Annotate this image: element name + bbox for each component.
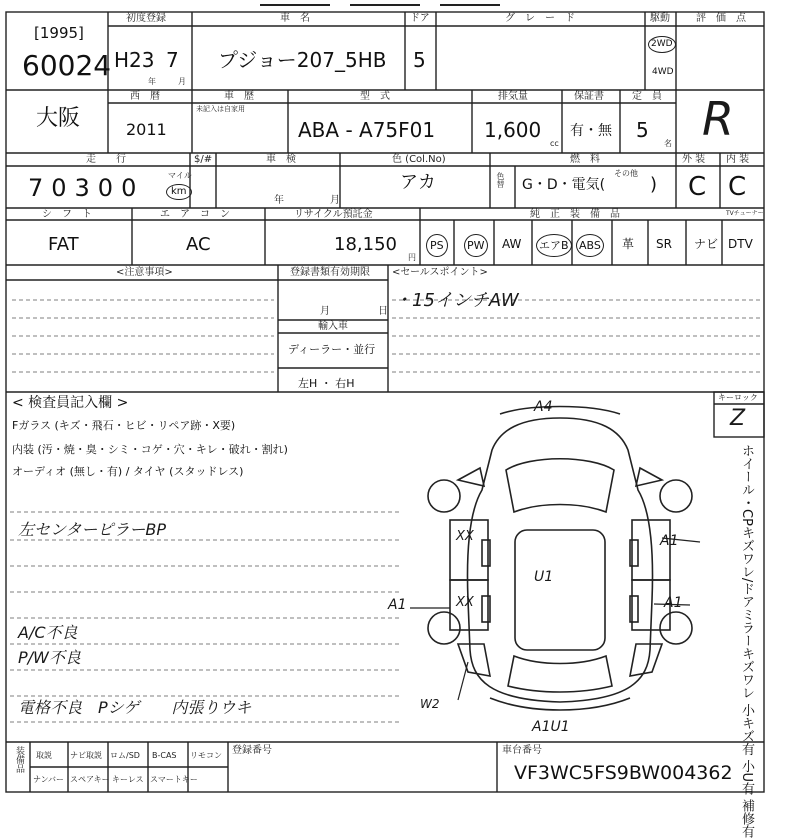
footer-number: ナンバー [33, 775, 65, 784]
inspector-note-1: 左センターピラーBP [18, 520, 166, 539]
shift-value: FAT [48, 234, 79, 255]
inspector-note-2: A/C不良 [18, 623, 78, 642]
history-sub: 未記入は自家用 [196, 105, 245, 113]
year-unit: 年 [148, 77, 156, 86]
sales-value: ・15インチAW [394, 290, 519, 311]
capacity-unit: 名 [664, 139, 672, 148]
fuel-label: 燃 料 [570, 154, 600, 165]
recycle-label: リサイクル預託金 [294, 209, 373, 220]
color-value: アカ [400, 172, 436, 193]
doc-day: 日 [378, 306, 388, 317]
equip-dtv: DTV [728, 237, 753, 251]
history-label: 車 歴 [224, 91, 254, 102]
mileage-unit-km: km [166, 184, 192, 200]
exterior-label: 外 装 [682, 154, 706, 165]
footer-rom: ロム/SD [110, 751, 140, 760]
equip-navi: ナビ [694, 237, 719, 251]
inspector-title: < 検査員記入欄 > [12, 395, 129, 411]
region: 大阪 [36, 106, 81, 131]
ac-label: エ ア コ ン [160, 209, 230, 220]
smeter-label: $/# [194, 154, 213, 165]
exterior-value: C [688, 172, 707, 202]
western-year-label: 西 暦 [130, 91, 160, 102]
inspector-note-4: 電格不良 Pシゲ 内張りウキ [18, 698, 252, 717]
side-note: ホイール・CPキズワレ/ドアミラーキズワレ 小キズ有 小U有 補修有 [739, 444, 754, 838]
doc-month: 月 [320, 306, 330, 317]
inspection-year: 年 [274, 195, 284, 206]
first-reg-era: H23 [114, 48, 155, 72]
footer-remote: リモコン [190, 751, 222, 760]
footer-smart-key: スマートキー [150, 775, 198, 784]
footer-vin-label: 車台番号 [502, 745, 542, 756]
footer-navi-manual: ナビ取説 [70, 751, 102, 760]
ac-value: AC [186, 234, 211, 255]
type-label: 型 式 [360, 91, 390, 102]
inspection-label: 車 検 [266, 154, 296, 165]
mileage-value: 70300 [28, 174, 145, 202]
mark-right-front: A1 [660, 533, 679, 549]
equip-airbag: エアB [536, 234, 572, 257]
mark-mid: U1 [534, 569, 554, 585]
color-label: 色 (Col.No) [392, 154, 446, 165]
score-label: 評 価 点 [696, 13, 746, 24]
keylock-label: キーロック [718, 393, 758, 402]
drive-4wd: 4WD [652, 67, 674, 77]
month-unit: 月 [178, 77, 186, 86]
warranty-value: 有・無 [570, 123, 612, 139]
vin-value: VF3WC5FS9BW004362 [514, 762, 733, 784]
mark-rear-left: W2 [420, 697, 440, 711]
car-diagram [410, 400, 710, 720]
grade-label: グ レ ー ド [505, 13, 575, 24]
footer-manual: 取説 [36, 751, 52, 760]
import-value: ディーラー・並行 [288, 343, 376, 356]
drive-2wd: 2WD [648, 36, 676, 53]
doors-label: ドア [410, 13, 430, 24]
interior-value: C [728, 172, 747, 202]
model-value: プジョー207_5HB [218, 48, 387, 72]
fuel-close: ) [650, 174, 658, 195]
first-reg-label: 初度登録 [126, 13, 166, 24]
equip-abs: ABS [576, 234, 604, 257]
mileage-unit-mile: マイル [168, 171, 192, 180]
inspection-month: 月 [330, 195, 340, 206]
year-bracket: [1995] [34, 24, 84, 42]
equip-pw: PW [464, 234, 488, 257]
mark-front: A4 [534, 399, 553, 415]
inspector-note-3: P/W不良 [18, 648, 81, 667]
displacement-label: 排気量 [498, 91, 528, 102]
import-label: 輸入車 [318, 321, 348, 332]
fuel-other: その他 [614, 169, 638, 178]
equip-aw: AW [502, 237, 522, 251]
warranty-label: 保証書 [574, 91, 604, 102]
mileage-label: 走 行 [86, 154, 126, 165]
drive-label: 駆動 [650, 13, 670, 24]
doors-value: 5 [413, 48, 426, 72]
audio-line: オーディオ (無し・有) / タイヤ (スタッドレス) [12, 465, 244, 478]
mark-xx-2: XX [456, 595, 474, 610]
model-label: 車 名 [280, 13, 310, 24]
caution-label: <注意事項> [116, 267, 173, 278]
tv-label: TVチューナー [726, 210, 764, 217]
displacement-value: 1,600 [484, 118, 542, 142]
doc-label: 登録書類有効期限 [290, 267, 370, 278]
recycle-unit: 円 [408, 253, 416, 262]
sales-label: <セールスポイント> [392, 267, 488, 278]
capacity-label: 定 員 [632, 91, 662, 102]
handle-value: 左H ・ 右H [298, 377, 355, 390]
footer-keyless: キーレス [112, 775, 144, 784]
keylock-value: Z [730, 406, 746, 431]
footer-equip-label: 装備品 [14, 746, 24, 773]
footer-reg-label: 登録番号 [232, 745, 272, 756]
glass-line: Fガラス (キズ・飛石・ヒビ・リペア跡・X要) [12, 419, 236, 432]
lot-number: 60024 [22, 49, 112, 82]
mark-left: A1 [388, 597, 407, 613]
interior-line: 内装 (汚・焼・臭・シミ・コゲ・穴・キレ・破れ・割れ) [12, 443, 288, 456]
equip-ps: PS [426, 234, 448, 257]
shift-label: シ フ ト [42, 209, 92, 220]
score-value: R [702, 92, 734, 146]
color-change: 色替 [496, 172, 505, 188]
interior-label: 内 装 [726, 154, 750, 165]
western-year: 2011 [126, 120, 167, 139]
type-value: ABA - A75F01 [298, 118, 436, 142]
mark-xx-1: XX [456, 529, 474, 544]
cc-unit: cc [550, 139, 559, 148]
footer-spare-key: スペアキー [70, 775, 110, 784]
mark-rear: A1U1 [532, 719, 570, 735]
recycle-value: 18,150 [334, 234, 397, 255]
mark-right-rear: A1 [664, 595, 683, 611]
fuel-value: G・D・電気( [522, 177, 606, 193]
first-reg-month: 7 [166, 48, 179, 72]
equip-leather: 革 [622, 237, 635, 251]
equip-sunroof: SR [656, 237, 672, 251]
footer-bcas: B-CAS [152, 751, 177, 760]
capacity-value: 5 [636, 118, 649, 142]
equip-label: 純 正 装 備 品 [530, 209, 620, 220]
